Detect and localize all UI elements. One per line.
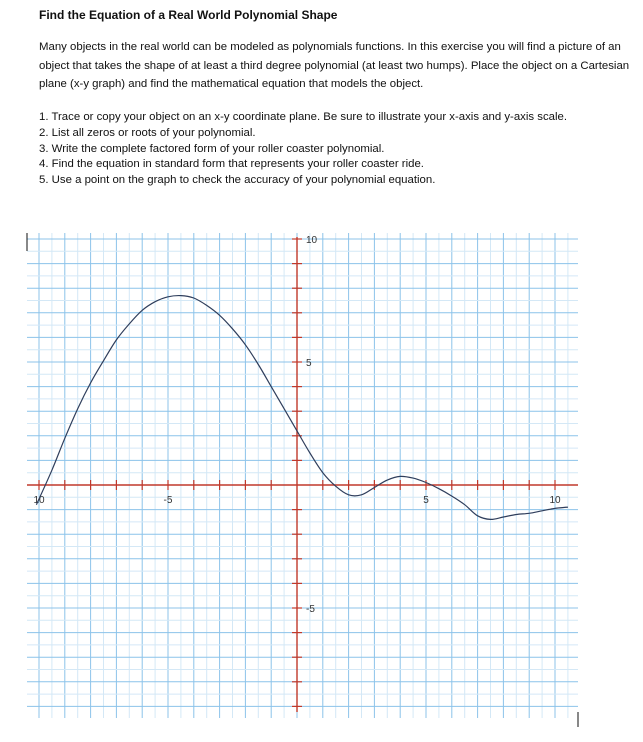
x-tick-label: -5 [163, 495, 173, 506]
instruction-step: 2. List all zeros or roots of your polynomial. [39, 126, 256, 139]
page-title: Find the Equation of a Real World Polynomial Shape [39, 8, 338, 22]
instruction-step: 3. Write the complete factored form of your roller coaster polynomial. [39, 142, 385, 155]
y-tick-label: 5 [306, 358, 312, 369]
instruction-step: 5. Use a point on the graph to check the accuracy of your polynomial equation. [39, 174, 436, 187]
instruction-step: 1. Trace or copy your object on an x-y coordinate plane. Be sure to illustrate your x-axis and y-axis scale. [39, 111, 568, 123]
intro-paragraph: Many objects in the real world can be modeled as polynomials functions. In this exercise you will find a picture of an object that takes the shape of at least a third degree polynomial (at least two humps). Place the object on a Cartesian plane (x-y graph) and find the mathematical equation that models the object. [39, 41, 630, 90]
x-tick-label: 5 [423, 495, 429, 506]
y-tick-label: 10 [306, 235, 318, 246]
x-tick-label: 10 [33, 495, 45, 506]
x-tick-label: 10 [549, 495, 561, 506]
axes [27, 237, 578, 712]
y-tick-label: -5 [306, 604, 315, 615]
grid [27, 233, 578, 718]
instruction-step: 4. Find the equation in standard form that represents your roller coaster ride. [39, 158, 424, 171]
